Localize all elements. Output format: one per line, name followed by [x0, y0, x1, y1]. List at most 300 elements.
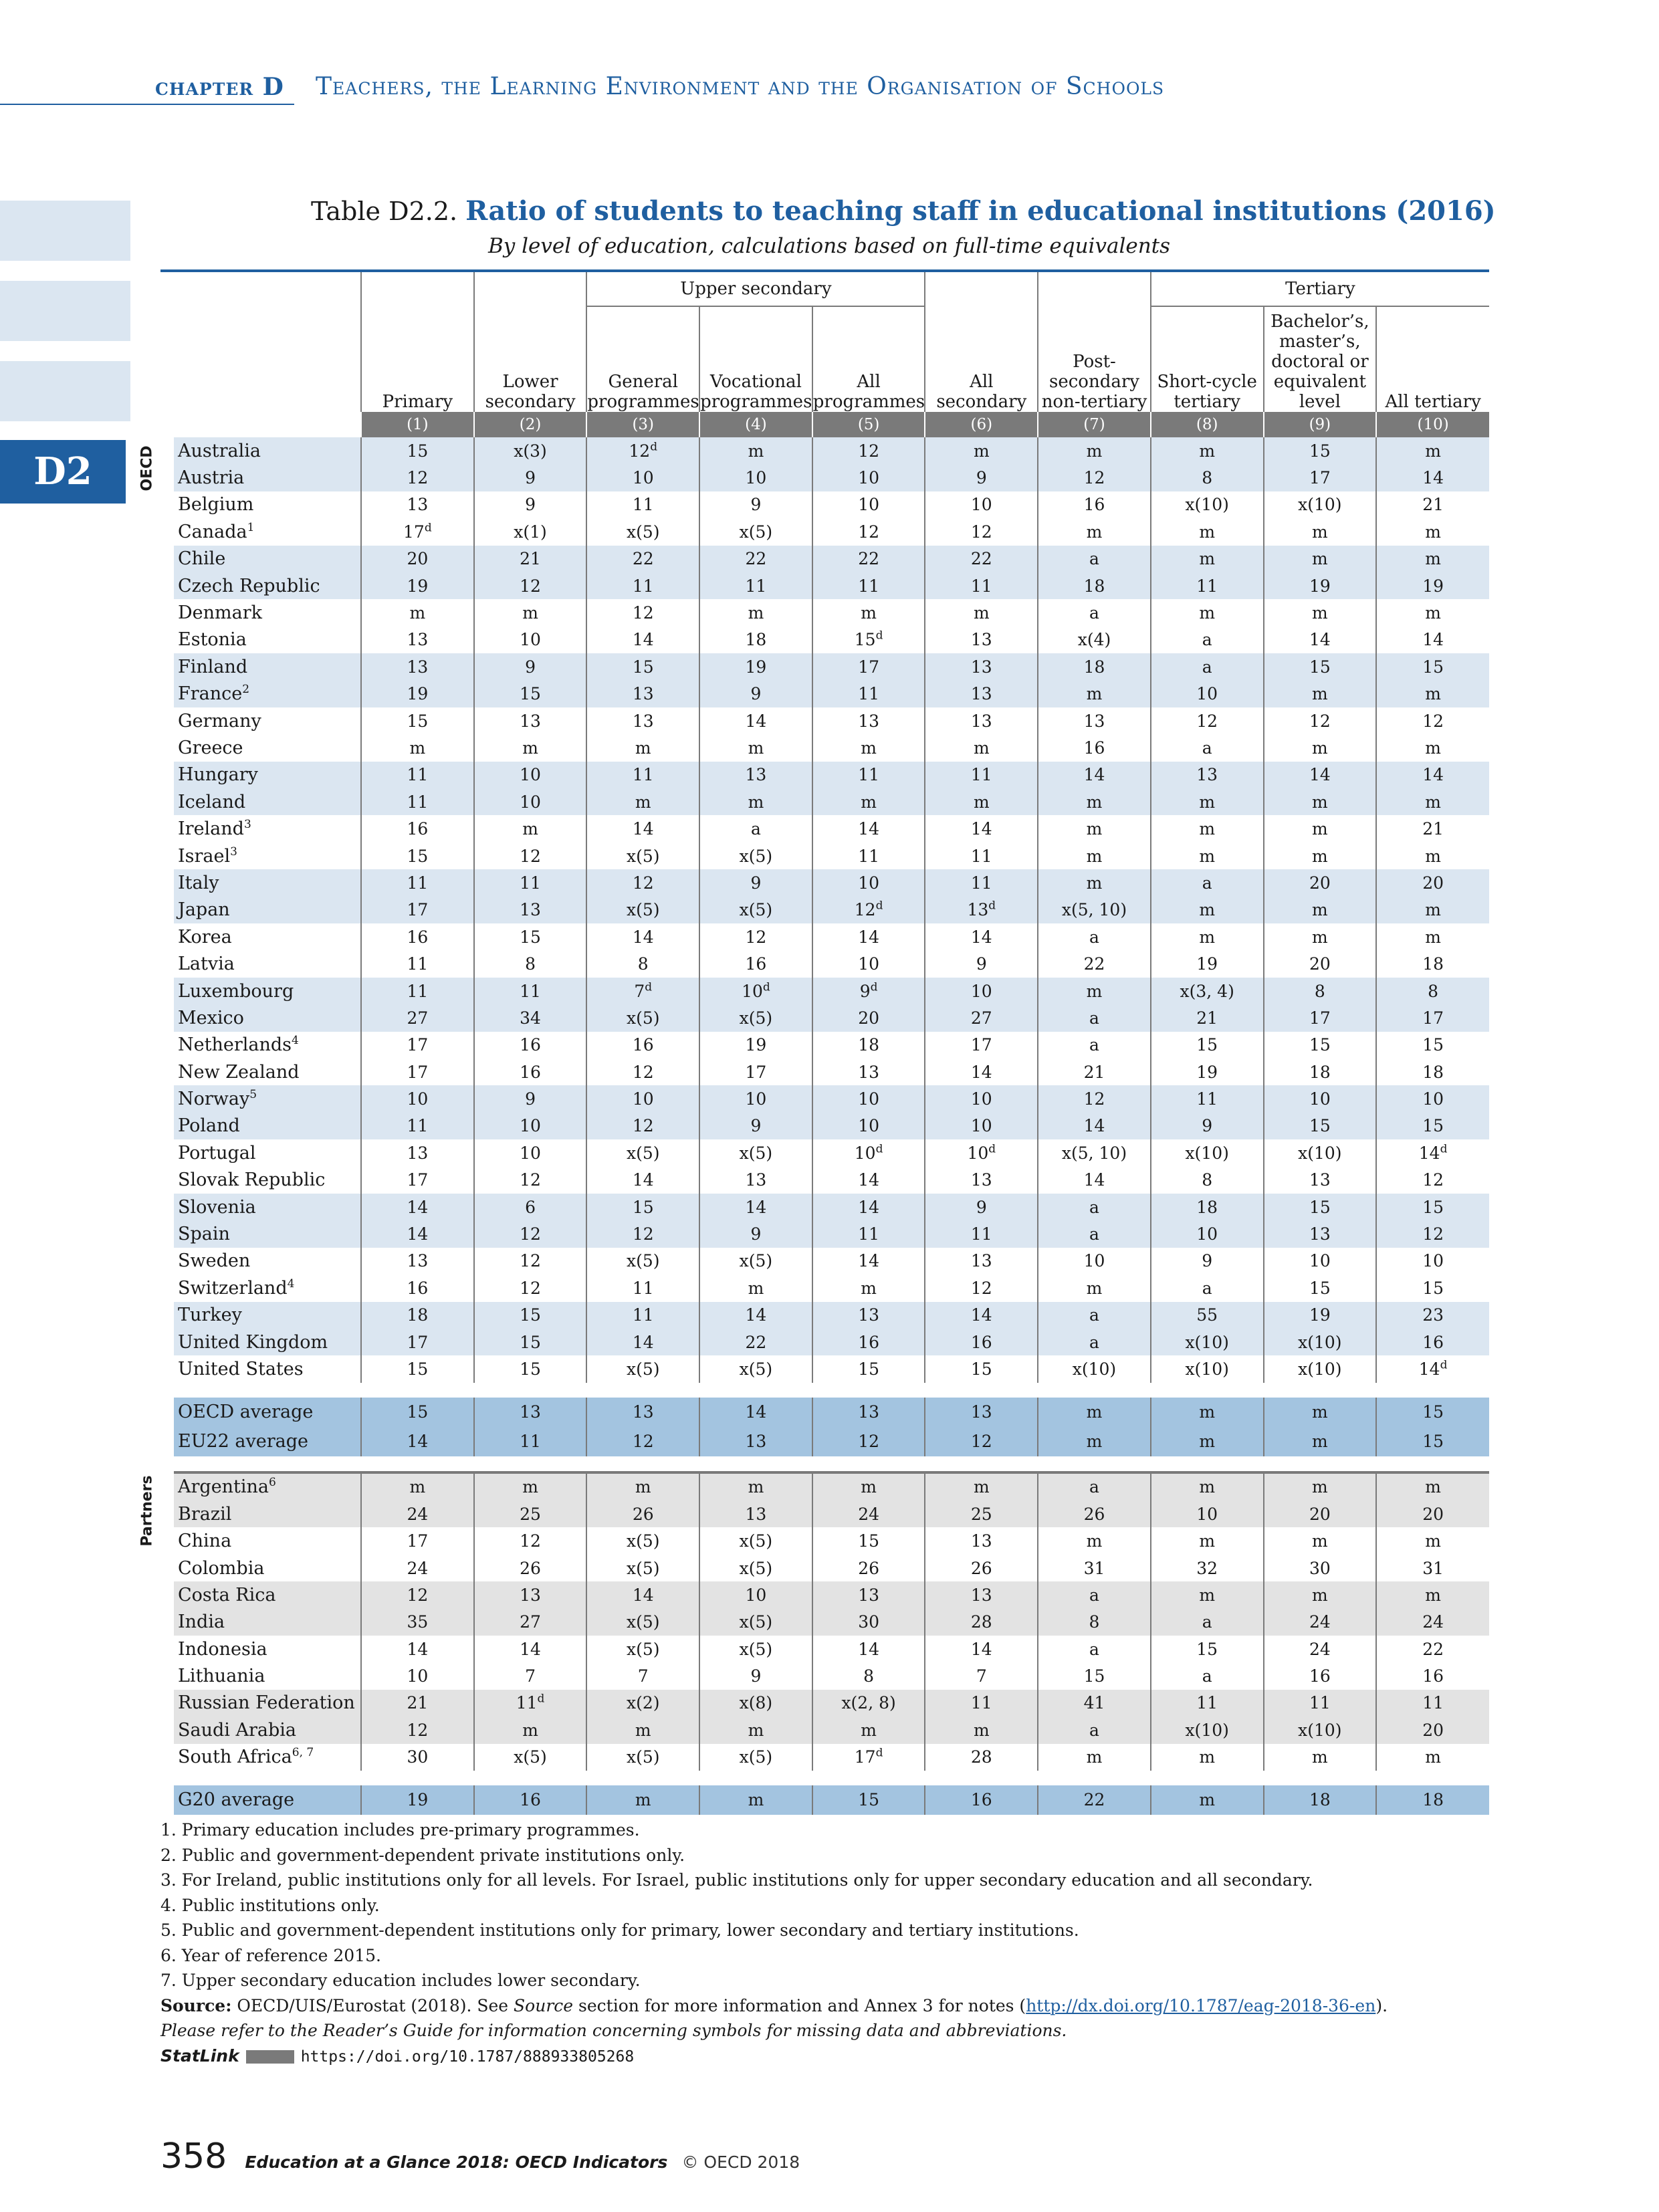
data-cell: a: [1038, 1329, 1151, 1355]
data-cell: 8: [1376, 978, 1489, 1004]
country-name: Slovak Republic: [178, 1170, 326, 1191]
data-cell: 12: [361, 1717, 474, 1743]
data-cell: 12: [361, 464, 474, 491]
country-name: Lithuania: [178, 1666, 265, 1687]
group-gutter: [160, 1275, 174, 1301]
data-cell: a: [1038, 923, 1151, 950]
data-cell: 10: [361, 1662, 474, 1689]
data-cell: 15: [361, 1355, 474, 1382]
data-cell: 19: [1264, 1302, 1377, 1329]
country-name: Korea: [178, 926, 232, 948]
data-cell: 30: [812, 1609, 925, 1636]
group-gutter: [160, 815, 174, 842]
data-cell: 10: [812, 1085, 925, 1112]
data-cell: 13: [812, 1059, 925, 1085]
data-cell: 9: [1151, 1113, 1264, 1139]
data-cell: 18: [1376, 950, 1489, 977]
data-cell: 16: [586, 1032, 699, 1059]
data-cell: 13: [699, 1427, 812, 1456]
data-cell: 15: [474, 1329, 587, 1355]
group-gutter: [160, 1609, 174, 1636]
statlink-url[interactable]: https://doi.org/10.1787/888933805268: [300, 2048, 635, 2066]
data-cell: m: [812, 1474, 925, 1501]
data-cell: 18: [1376, 1059, 1489, 1085]
group-gutter: [160, 1744, 174, 1771]
data-cell: m: [699, 1785, 812, 1815]
data-cell: 12: [1264, 707, 1377, 734]
data-cell: 10: [812, 1113, 925, 1139]
data-cell: x(5): [586, 843, 699, 869]
country-name: Germany: [178, 710, 261, 732]
group-header-tertiary: Tertiary: [1151, 272, 1489, 306]
col-header: Short-cycle tertiary: [1151, 306, 1264, 412]
country-name: France$^2$: [174, 681, 361, 707]
table-row: [160, 1085, 1489, 1112]
data-cell: x(10): [1264, 1329, 1377, 1355]
data-cell: m: [1038, 1275, 1151, 1301]
table-row: [160, 653, 1489, 680]
data-cell: 26: [586, 1501, 699, 1527]
data-cell: 20: [812, 1004, 925, 1031]
data-cell: 17: [1264, 464, 1377, 491]
table-row: [160, 1167, 1489, 1194]
data-cell: 15: [1376, 1275, 1489, 1301]
data-cell: 13: [1264, 1220, 1377, 1247]
data-cell: 14: [474, 1636, 587, 1662]
table-row: [160, 1785, 1489, 1815]
data-cell: 17: [361, 1527, 474, 1554]
data-cell: m: [1264, 599, 1377, 626]
data-cell: x(5): [699, 1139, 812, 1166]
data-cell: m: [1376, 843, 1489, 869]
table-row: [160, 1581, 1489, 1608]
data-cell: x(5): [699, 897, 812, 923]
footnote-marker: 2: [242, 683, 250, 697]
data-cell: x(5): [586, 1555, 699, 1581]
data-cell: 13: [699, 1167, 812, 1194]
data-cell: 13: [474, 897, 587, 923]
data-cell: 10: [474, 1139, 587, 1166]
group-gutter: [160, 1501, 174, 1527]
data-cell: 10: [699, 1085, 812, 1112]
data-cell: 15: [586, 653, 699, 680]
data-cell: 10: [1264, 1085, 1377, 1112]
data-cell: 20: [361, 546, 474, 572]
data-cell: a: [1151, 653, 1264, 680]
data-cell: m: [1264, 843, 1377, 869]
data-cell: 14$^d$: [1376, 1355, 1489, 1382]
table-row: [160, 1220, 1489, 1247]
data-cell: 10: [474, 788, 587, 815]
group-gutter: [160, 1032, 174, 1059]
data-cell: m: [1376, 1581, 1489, 1608]
data-cell: 18: [1038, 653, 1151, 680]
data-cell: x(10): [1264, 1717, 1377, 1743]
data-cell: 11: [586, 1302, 699, 1329]
data-cell: 16: [699, 950, 812, 977]
data-cell: 12: [474, 1167, 587, 1194]
group-gutter: [160, 1581, 174, 1608]
data-cell: m: [1264, 734, 1377, 761]
source-link[interactable]: http://dx.doi.org/10.1787/eag-2018-36-en: [1026, 1995, 1376, 2015]
data-cell: 11: [474, 978, 587, 1004]
data-cell: x(5): [586, 1527, 699, 1554]
data-cell: 19: [361, 681, 474, 707]
page-number: 358: [160, 2136, 227, 2177]
group-gutter: [160, 1194, 174, 1220]
data-cell: 11: [925, 572, 1038, 599]
notes: [160, 1817, 1498, 2070]
data-cell: 8: [812, 1662, 925, 1689]
table-row: [160, 572, 1489, 599]
data-cell: 15: [1376, 1194, 1489, 1220]
group-gutter: [160, 788, 174, 815]
group-gutter: [160, 1690, 174, 1717]
data-cell: 14: [1376, 627, 1489, 653]
source-word: Source: [514, 1995, 574, 2015]
data-cell: 15: [812, 1355, 925, 1382]
data-cell: 9: [925, 464, 1038, 491]
data-cell: 9: [1151, 1248, 1264, 1275]
table-row: [160, 1398, 1489, 1427]
data-cell: m: [1038, 869, 1151, 896]
average-rows: [160, 1383, 1489, 1456]
country-name: Greece: [178, 737, 243, 758]
data-cell: 10: [586, 464, 699, 491]
data-cell: 21: [1038, 1059, 1151, 1085]
group-gutter: [160, 1355, 174, 1382]
data-cell: x(5): [586, 897, 699, 923]
data-cell: 14: [1038, 1167, 1151, 1194]
data-cell: 15: [1151, 1032, 1264, 1059]
data-cell: x(5): [586, 1004, 699, 1031]
group-gutter: [160, 950, 174, 977]
data-cell: 14: [586, 923, 699, 950]
data-cell: m: [586, 1785, 699, 1815]
data-cell: 10: [812, 491, 925, 518]
statlink: [160, 2043, 1498, 2070]
chapter-title: Teachers, the Learning Environment and the Organisation of Schools: [316, 73, 1165, 100]
data-cell: 20: [1376, 1501, 1489, 1527]
data-cell: a: [1038, 1004, 1151, 1031]
country-name: Spain: [174, 1220, 361, 1247]
data-cell: 18: [361, 1302, 474, 1329]
data-cell: 13: [812, 707, 925, 734]
table-row: [160, 599, 1489, 626]
col-header: Post-secondary non-tertiary: [1038, 272, 1151, 412]
data-cell: x(10): [1151, 491, 1264, 518]
country-name: New Zealand: [178, 1061, 300, 1083]
data-cell: x(10): [1151, 1355, 1264, 1382]
data-cell: 17: [361, 1032, 474, 1059]
data-cell: 15: [1264, 653, 1377, 680]
table-row: [160, 1717, 1489, 1743]
data-cell: 14: [925, 1059, 1038, 1085]
data-cell: m: [1038, 788, 1151, 815]
col-header: Lower secondary: [474, 272, 587, 412]
data-cell: m: [1038, 1398, 1151, 1427]
data-cell: 10: [925, 1113, 1038, 1139]
table-row: [160, 1474, 1489, 1501]
side-tabs: [0, 201, 130, 441]
group-gutter: [160, 1113, 174, 1139]
table-row: [160, 1744, 1489, 1771]
header-rule: [0, 104, 294, 105]
data-flag: d: [645, 980, 653, 994]
data-cell: a: [1151, 1275, 1264, 1301]
data-cell: a: [1038, 1717, 1151, 1743]
data-cell: 17: [361, 1059, 474, 1085]
data-cell: 14: [586, 627, 699, 653]
data-cell: 10: [1376, 1085, 1489, 1112]
data-cell: 17: [1376, 1004, 1489, 1031]
data-cell: 13: [925, 681, 1038, 707]
data-cell: 16: [474, 1785, 587, 1815]
data-cell: a: [1151, 1662, 1264, 1689]
table-row: [160, 1302, 1489, 1329]
data-cell: m: [1038, 1744, 1151, 1771]
data-cell: m: [1376, 734, 1489, 761]
data-cell: x(5): [586, 1355, 699, 1382]
guide-note: Please refer to the Reader’s Guide for information concerning symbols for missing data and abbreviations.: [160, 2021, 1067, 2040]
data-cell: 7$^d$: [586, 978, 699, 1004]
data-cell: x(10): [1264, 1355, 1377, 1382]
col-header: Bachelor’s, master’s, doctoral or equivalent level: [1264, 306, 1377, 412]
country-name: Turkey: [174, 1302, 361, 1329]
group-gutter: [160, 869, 174, 896]
group-gutter: [160, 1167, 174, 1194]
data-cell: 16: [474, 1059, 587, 1085]
country-name: Mexico: [174, 1004, 361, 1031]
table-row: [160, 1275, 1489, 1301]
country-name: Norway$^5$: [174, 1085, 361, 1112]
data-cell: m: [1038, 518, 1151, 545]
data-cell: 22: [1038, 950, 1151, 977]
data-cell: x(5): [474, 1744, 587, 1771]
table-row: [160, 1329, 1489, 1355]
country-name: Slovenia: [174, 1194, 361, 1220]
data-cell: 10$^d$: [812, 1139, 925, 1166]
data-cell: m: [1151, 546, 1264, 572]
country-name: Russian Federation: [174, 1690, 361, 1717]
data-cell: 15: [1038, 1662, 1151, 1689]
data-cell: m: [1151, 1581, 1264, 1608]
data-cell: 14: [699, 707, 812, 734]
country-name: United States: [178, 1358, 304, 1379]
data-cell: m: [586, 1474, 699, 1501]
data-cell: 13: [925, 627, 1038, 653]
data-cell: 8: [586, 950, 699, 977]
data-cell: 10$^d$: [699, 978, 812, 1004]
table-row: [160, 1609, 1489, 1636]
data-cell: x(5): [699, 1636, 812, 1662]
group-gutter: [160, 464, 174, 491]
data-cell: a: [1151, 869, 1264, 896]
data-cell: a: [1038, 1302, 1151, 1329]
data-cell: m: [1264, 897, 1377, 923]
source-label: Source:: [160, 1995, 232, 2015]
data-cell: x(3, 4): [1151, 978, 1264, 1004]
data-cell: 9: [925, 950, 1038, 977]
data-flag: d: [537, 1692, 545, 1706]
group-gutter: [160, 1004, 174, 1031]
col-header: General programmes: [586, 306, 699, 412]
data-cell: 10: [925, 491, 1038, 518]
group-gutter: [160, 707, 174, 734]
data-cell: 13: [361, 653, 474, 680]
group-gutter: [160, 1785, 174, 1815]
data-cell: 13$^d$: [925, 897, 1038, 923]
data-cell: 11: [586, 762, 699, 788]
data-cell: 15: [361, 707, 474, 734]
data-cell: 11: [812, 681, 925, 707]
data-cell: a: [1038, 1194, 1151, 1220]
data-cell: 11: [361, 869, 474, 896]
data-cell: 11: [361, 950, 474, 977]
col-number: (4): [699, 412, 812, 437]
data-cell: m: [1264, 815, 1377, 842]
data-cell: x(2): [586, 1690, 699, 1717]
data-cell: 17: [361, 897, 474, 923]
data-cell: 15: [1264, 1275, 1377, 1301]
data-cell: 14: [1264, 627, 1377, 653]
data-cell: m: [474, 815, 587, 842]
col-header: Primary: [361, 272, 474, 412]
data-cell: 9: [699, 1662, 812, 1689]
group-gutter: [160, 653, 174, 680]
data-cell: m: [925, 1474, 1038, 1501]
data-cell: x(10): [1151, 1329, 1264, 1355]
data-cell: 10: [474, 1113, 587, 1139]
table-title-text: Ratio of students to teaching staff in educational institutions (2016): [465, 195, 1496, 227]
country-name: Ireland$^3$: [178, 818, 251, 840]
group-gutter: [160, 546, 174, 572]
row-gap: [160, 1456, 1489, 1471]
data-cell: 13: [925, 707, 1038, 734]
data-cell: m: [361, 599, 474, 626]
data-cell: 14: [586, 1329, 699, 1355]
data-cell: m: [1264, 518, 1377, 545]
statlink-icon: [246, 2050, 294, 2064]
data-cell: 16: [474, 1032, 587, 1059]
data-cell: 15: [1376, 653, 1489, 680]
data-cell: 11: [1151, 1085, 1264, 1112]
data-cell: x(5): [586, 1636, 699, 1662]
country-name: Netherlands$^4$: [178, 1034, 299, 1056]
side-tab: [0, 201, 130, 261]
copyright: © OECD 2018: [681, 2152, 800, 2172]
data-cell: 15: [1264, 1194, 1377, 1220]
group-gutter: [160, 1555, 174, 1581]
country-name: Finland: [174, 653, 361, 680]
data-cell: 16: [925, 1329, 1038, 1355]
col-number: (2): [474, 412, 587, 437]
data-cell: 13: [925, 1248, 1038, 1275]
country-name: Austria: [174, 464, 361, 491]
data-cell: 17: [925, 1032, 1038, 1059]
data-cell: 27: [361, 1004, 474, 1031]
data-cell: 7: [925, 1662, 1038, 1689]
country-name: South Africa$^{6, 7}$: [178, 1746, 314, 1768]
country-name: Israel$^3$: [178, 845, 237, 867]
data-cell: m: [1264, 1581, 1377, 1608]
table-row: [160, 1194, 1489, 1220]
data-cell: m: [699, 437, 812, 464]
col-number: (3): [586, 412, 699, 437]
data-cell: 28: [925, 1609, 1038, 1636]
data-cell: 10: [925, 1085, 1038, 1112]
publication-title: Education at a Glance 2018: OECD Indicators: [245, 2152, 668, 2172]
data-cell: 14: [586, 1167, 699, 1194]
data-cell: 15: [474, 1302, 587, 1329]
data-cell: m: [1376, 923, 1489, 950]
data-cell: 19: [361, 572, 474, 599]
data-cell: x(5): [586, 1609, 699, 1636]
data-cell: 11: [474, 869, 587, 896]
data-cell: 17: [361, 1167, 474, 1194]
data-cell: 13: [1038, 707, 1151, 734]
data-cell: 18: [812, 1032, 925, 1059]
data-cell: 12: [925, 1275, 1038, 1301]
data-cell: m: [1264, 788, 1377, 815]
data-cell: m: [1264, 1744, 1377, 1771]
data-cell: 19: [361, 1785, 474, 1815]
group-gutter: [160, 518, 174, 545]
data-cell: m: [925, 437, 1038, 464]
data-cell: m: [812, 1717, 925, 1743]
data-cell: m: [925, 599, 1038, 626]
table-label: Table D2.2.: [311, 197, 458, 226]
group-gutter: [160, 978, 174, 1004]
data-cell: x(10): [1264, 1139, 1377, 1166]
data-cell: 12: [474, 572, 587, 599]
data-cell: m: [586, 1717, 699, 1743]
data-cell: 16: [1038, 734, 1151, 761]
data-cell: 14: [699, 1398, 812, 1427]
data-cell: 9: [474, 491, 587, 518]
data-cell: m: [1264, 681, 1377, 707]
data-cell: 13: [1151, 762, 1264, 788]
data-cell: 16: [1264, 1662, 1377, 1689]
data-cell: 14: [1264, 762, 1377, 788]
data-cell: x(5): [699, 1248, 812, 1275]
data-cell: m: [1376, 1474, 1489, 1501]
data-cell: m: [1376, 681, 1489, 707]
data-cell: 16: [812, 1329, 925, 1355]
data-cell: 13: [586, 1398, 699, 1427]
group-gutter: [160, 923, 174, 950]
statlink-label: StatLink: [160, 2045, 239, 2066]
table-row: [160, 1004, 1489, 1031]
data-cell: 14: [586, 815, 699, 842]
data-cell: 34: [474, 1004, 587, 1031]
group-gutter: [160, 843, 174, 869]
data-cell: x(5): [699, 1609, 812, 1636]
data-cell: 41: [1038, 1690, 1151, 1717]
data-cell: 35: [361, 1609, 474, 1636]
data-cell: m: [699, 734, 812, 761]
note: 5. Public and government-dependent institutions only for primary, lower secondary and tertiary institutions.: [160, 1920, 1079, 1940]
data-cell: m: [1151, 923, 1264, 950]
data-flag: d: [1440, 1142, 1448, 1156]
data-cell: a: [1038, 1474, 1151, 1501]
data-cell: m: [1151, 1427, 1264, 1456]
country-name: Hungary: [174, 762, 361, 788]
country-name: Czech Republic: [174, 572, 361, 599]
country-name: United Kingdom: [174, 1329, 361, 1355]
data-cell: x(1): [474, 518, 587, 545]
data-cell: 15: [474, 1355, 587, 1382]
